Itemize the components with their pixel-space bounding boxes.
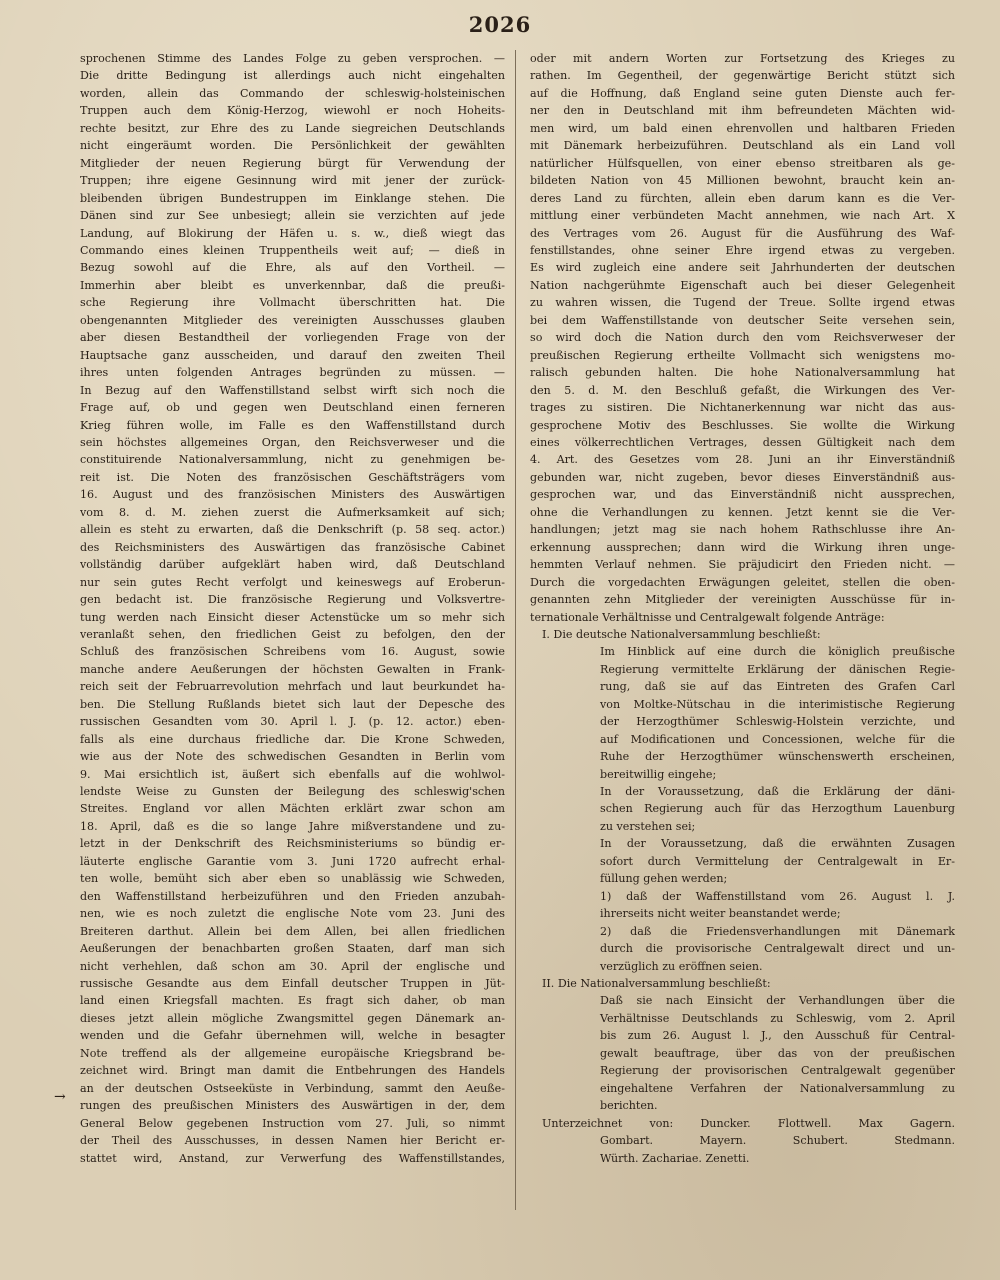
text-line: obengenannten Mitglieder des vereinigten Ausschusses glauben	[80, 313, 505, 327]
text-line: oder mit andern Worten zur Fortsetzung des Krieges zu	[530, 52, 955, 65]
motion-line: Im Hinblick auf eine durch die königlich preußische	[600, 645, 955, 659]
text-line: natürlicher Hülfsquellen, von einer ebenso streitbaren als ge-	[530, 156, 955, 170]
text-line: Aeußerungen der benachbarten großen Staaten, darf man sich	[80, 942, 505, 956]
text-line: veranlaßt sehen, den friedlichen Geist zu befolgen, den der	[80, 627, 505, 641]
page-number: 2026	[468, 12, 532, 37]
text-line: fenstillstandes, ohne seiner Ehre irgend etwas zu vergeben.	[530, 243, 955, 257]
text-line: ihres unten folgenden Antrages begründen zu müssen. —	[80, 366, 505, 380]
text-line: Hauptsache ganz ausscheiden, und darauf den zweiten Theil	[80, 348, 505, 362]
text-line: tung werden nach Einsicht dieser Actenstücke um so mehr sich	[80, 610, 505, 624]
text-line: rechte besitzt, zur Ehre des zu Lande siegreichen Deutschlands	[80, 121, 505, 135]
motion-line: 2) daß die Friedensverhandlungen mit Dänemark	[600, 924, 955, 938]
motion-line: zu verstehen sei;	[600, 819, 696, 833]
text-line: Schluß des französischen Schreibens vom 16. August, sowie	[80, 645, 505, 659]
signature-line: Würth. Zachariae. Zenetti.	[600, 1151, 750, 1165]
motion-line: gewalt beauftrage, über das von der preußischen	[600, 1046, 955, 1060]
text-line: russische Gesandte aus dem Einfall deutscher Truppen in Jüt-	[80, 977, 505, 991]
text-line: Bezug sowohl auf die Ehre, als auf den Vortheil. —	[80, 261, 505, 275]
text-line: wenden und die Gefahr übernehmen will, welche in besagter	[80, 1029, 505, 1043]
text-line: 9. Mai ersichtlich ist, äußert sich ebenfalls auf die wohlwol-	[80, 767, 505, 781]
text-line: falls als eine durchaus friedliche dar. Die Krone Schweden,	[80, 732, 505, 746]
text-line: 18. April, daß es die so lange Jahre mißverstandene und zu-	[80, 819, 505, 833]
motion-line: 1) daß der Waffenstillstand vom 26. August l. J.	[600, 889, 955, 903]
text-line: gen bedacht ist. Die französische Regierung und Volksvertre-	[80, 593, 505, 607]
motion-line: füllung gehen werden;	[600, 872, 728, 886]
motion-line: Regierung vermittelte Erklärung der dänischen Regie-	[600, 662, 955, 676]
text-line: 16. August und des französischen Ministers des Auswärtigen	[80, 488, 505, 502]
motion-i-condition-2	[530, 835, 955, 887]
text-line: eines völkerrechtlichen Vertrages, dessen Gültigkeit nach dem	[530, 435, 955, 449]
text-line: lendste Weise zu Gunsten der Beilegung des schleswig'schen	[80, 785, 505, 799]
signatures	[530, 1115, 955, 1167]
text-line: des Vertrages vom 26. August für die Ausführung des Waf-	[530, 226, 955, 240]
motion-line: der Herzogthümer Schleswig-Holstein verzichte, und	[600, 715, 955, 729]
motion-line: Daß sie nach Einsicht der Verhandlungen über die	[600, 994, 955, 1008]
text-line: genannten zehn Mitglieder der vereinigten Ausschüsse für in-	[530, 593, 955, 607]
motion-line: durch die provisorische Centralgewalt direct und un-	[600, 942, 955, 956]
text-line: bleibenden übrigen Bundestruppen im Einklange stehen. Die	[80, 191, 505, 205]
motion-line: bis zum 26. August l. J., den Ausschuß für Central-	[600, 1029, 955, 1043]
signature-line: Unterzeichnet von: Duncker. Flottwell. Max Gagern.	[542, 1116, 955, 1130]
motion-i-point-1	[530, 888, 955, 923]
text-line: nicht eingeräumt worden. Die Persönlichkeit der gewählten	[80, 139, 505, 153]
motion-line: sofort durch Vermittelung der Centralgewalt in Er-	[600, 854, 955, 868]
text-line: vollständig darüber aufgeklärt haben wird, daß Deutschland	[80, 558, 505, 572]
motion-i-point-2	[530, 923, 955, 975]
motion-line: berichten.	[600, 1099, 658, 1113]
text-line: ten wolle, bemüht sich aber eben so unablässig wie Schweden,	[80, 872, 505, 886]
text-line: sche Regierung ihre Vollmacht überschritten hat. Die	[80, 296, 505, 310]
text-line: men wird, um bald einen ehrenvollen und haltbaren Frieden	[530, 121, 955, 135]
motion-i	[530, 626, 955, 975]
motion-line: In der Voraussetzung, daß die Erklärung der däni-	[600, 785, 955, 799]
text-line: ohne die Verhandlungen zu kennen. Jetzt kennt sie die Ver-	[530, 505, 955, 519]
text-line: rungen des preußischen Ministers des Auswärtigen in der, dem	[80, 1099, 505, 1113]
motion-line: rung, daß sie auf das Eintreten des Grafen Carl	[600, 680, 955, 694]
text-line: Durch die vorgedachten Erwägungen geleitet, stellen die oben-	[530, 575, 955, 589]
motion-ii-heading: II. Die Nationalversammlung beschließt:	[542, 977, 771, 991]
text-line: Truppen; ihre eigene Gesinnung wird mit jener der zurück-	[80, 174, 505, 188]
text-line: russischen Gesandten vom 30. April l. J. (p. 12. actor.) eben-	[80, 715, 505, 729]
text-line: letzt in der Denkschrift des Reichsministeriums so bündig er-	[80, 837, 505, 851]
motion-i-body	[530, 643, 955, 783]
motion-line: ihrerseits nicht weiter beanstandet werde;	[600, 907, 841, 921]
text-line: den 5. d. M. den Beschluß gefaßt, die Wirkungen des Ver-	[530, 383, 955, 397]
text-line: Streites. England vor allen Mächten erklärt zwar schon am	[80, 802, 505, 816]
text-line: mit Dänemark herbeizuführen. Deutschland als ein Land voll	[530, 139, 955, 153]
text-line: aber diesen Bestandtheil der vorliegenden Frage von der	[80, 331, 505, 345]
text-line: bildeten Nation von 45 Millionen bewohnt, braucht kein an-	[530, 174, 955, 188]
motion-line: von Moltke-Nütschau in die interimistische Regierung	[600, 697, 955, 711]
text-line: deres Land zu fürchten, allein eben darum kann es die Ver-	[530, 191, 955, 205]
text-line: stattet wird, Anstand, zur Verwerfung des Waffenstillstandes,	[80, 1151, 505, 1165]
motion-line: auf Modificationen und Concessionen, welche für die	[600, 732, 955, 746]
text-line: auf die Hoffnung, daß England seine guten Dienste auch fer-	[530, 86, 955, 100]
text-line: zu wahren wissen, die Tugend der Treue. Sollte irgend etwas	[530, 296, 955, 310]
text-line: läuterte englische Garantie vom 3. Juni 1720 aufrecht erhal-	[80, 854, 505, 868]
text-line: der Theil des Ausschusses, in dessen Namen hier Bericht er-	[80, 1134, 505, 1148]
text-line: General Below gegebenen Instruction vom 27. Juli, so nimmt	[80, 1116, 505, 1130]
text-line: nur sein gutes Recht verfolgt und keineswegs auf Eroberun-	[80, 575, 505, 589]
text-line: nicht verhehlen, daß schon am 30. April der englische und	[80, 959, 505, 973]
motion-line: schen Regierung auch für das Herzogthum Lauenburg	[600, 802, 955, 816]
margin-mark: →	[54, 1089, 66, 1105]
text-line: Commando eines kleinen Truppentheils weit auf; — dieß in	[80, 243, 505, 257]
motion-i-condition-1	[530, 783, 955, 835]
text-line: ner den in Deutschland mit ihm befreundeten Mächten wid-	[530, 104, 955, 118]
left-column	[80, 50, 505, 1230]
text-line: wie aus der Note des schwedischen Gesandten in Berlin vom	[80, 750, 505, 764]
text-line: trages zu sistiren. Die Nichtanerkennung war nicht das aus-	[530, 401, 955, 415]
text-line: dieses jetzt allein mögliche Zwangsmittel gegen Dänemark an-	[80, 1011, 505, 1025]
text-line: Es wird zugleich eine andere seit Jahrhunderten der deutschen	[530, 261, 955, 275]
text-line: reit ist. Die Noten des französischen Geschäftsträgers vom	[80, 470, 505, 484]
text-line: so wird doch die Nation durch den vom Reichsverweser der	[530, 331, 955, 345]
text-line: bei dem Waffenstillstande von deutscher Seite versehen sein,	[530, 313, 955, 327]
text-line: manche andere Aeußerungen der höchsten Gewalten in Frank-	[80, 662, 505, 676]
text-line: gebunden war, nicht zugeben, bevor dieses Einverständniß aus-	[530, 470, 955, 484]
text-line: Nation nachgerühmte Eigenschaft auch bei dieser Gelegenheit	[530, 278, 955, 292]
text-line: rathen. Im Gegentheil, der gegenwärtige Bericht stützt sich	[530, 69, 955, 83]
text-line: constituirende Nationalversammlung, nicht zu genehmigen be-	[80, 453, 505, 467]
text-line: sein höchstes allgemeines Organ, den Reichsverweser und die	[80, 435, 505, 449]
text-line: Immerhin aber bleibt es unverkennbar, daß die preußi-	[80, 278, 505, 292]
text-line: Mitglieder der neuen Regierung bürgt für Verwendung der	[80, 156, 505, 170]
text-line: Landung, auf Blokirung der Häfen u. s. w., dieß wiegt das	[80, 226, 505, 240]
text-line: des Reichsministers des Auswärtigen das französische Cabinet	[80, 540, 505, 554]
text-line: Note treffend als der allgemeine europäische Kriegsbrand be-	[80, 1046, 505, 1060]
text-line: Krieg führen wolle, im Falle es den Waffenstillstand durch	[80, 418, 505, 432]
column-divider	[515, 50, 516, 1210]
text-line: allein es steht zu erwarten, daß die Denkschrift (p. 58 seq. actor.)	[80, 523, 505, 537]
motion-ii	[530, 975, 955, 1115]
text-line: den Waffenstillstand herbeizuführen und den Frieden anzubah-	[80, 889, 505, 903]
text-line: land einen Kriegsfall machten. Es fragt sich daher, ob man	[80, 994, 505, 1008]
motion-ii-body	[530, 992, 955, 1114]
motion-line: verzüglich zu eröffnen seien.	[600, 959, 763, 973]
motion-line: Regierung der provisorischen Centralgewalt gegenüber	[600, 1064, 955, 1078]
text-line: worden, allein das Commando der schleswig-holsteinischen	[80, 86, 505, 100]
motion-line: In der Voraussetzung, daß die erwähnten Zusagen	[600, 837, 955, 851]
text-line: gesprochen war, und das Einverständniß nicht aussprechen,	[530, 488, 955, 502]
motion-line: bereitwillig eingehe;	[600, 767, 717, 781]
text-line: ben. Die Stellung Rußlands bietet sich laut der Depesche des	[80, 697, 505, 711]
motion-line: eingehaltene Verfahren der Nationalversammlung zu	[600, 1081, 955, 1095]
text-line: Breiteren darthut. Allein bei dem Allen, bei allen friedlichen	[80, 924, 505, 938]
signature-line: Gombart. Mayern. Schubert. Stedmann.	[600, 1134, 955, 1148]
motion-i-heading: I. Die deutsche Nationalversammlung beschließt:	[542, 627, 821, 641]
text-line: ternationale Verhältnisse und Centralgewalt folgende Anträge:	[530, 610, 885, 624]
text-line: 4. Art. des Gesetzes vom 28. Juni an ihr Einverständniß	[530, 453, 955, 467]
text-line: reich seit der Februarrevolution mehrfach und laut beurkundet ha-	[80, 680, 505, 694]
text-line: zeichnet wird. Bringt man damit die Entbehrungen des Handels	[80, 1064, 505, 1078]
text-line: an der deutschen Ostseeküste in Verbindung, sammt den Aeuße-	[80, 1081, 505, 1095]
text-line: nen, wie es noch zuletzt die englische Note vom 23. Juni des	[80, 907, 505, 921]
text-line: preußischen Regierung ertheilte Vollmacht sich wenigstens mo-	[530, 348, 955, 362]
right-column	[530, 50, 955, 1230]
text-line: hemmten Verlauf nehmen. Sie präjudicirt den Frieden nicht. —	[530, 558, 955, 572]
text-line: mittlung einer verbündeten Macht annehmen, wie nach Art. X	[530, 209, 955, 223]
text-line: handlungen; jetzt mag sie nach hohem Rathschlusse ihre An-	[530, 523, 955, 537]
text-line: Dänen sind zur See unbesiegt; allein sie verzichten auf jede	[80, 209, 505, 223]
right-column-text	[530, 50, 955, 626]
text-line: Die dritte Bedingung ist allerdings auch nicht eingehalten	[80, 69, 505, 83]
text-line: Frage auf, ob und gegen wen Deutschland einen ferneren	[80, 401, 505, 415]
text-line: gesprochene Motiv des Beschlusses. Sie wollte die Wirkung	[530, 418, 955, 432]
text-line: ralisch gebunden halten. Die hohe Nationalversammlung hat	[530, 366, 955, 380]
motion-line: Verhältnisse Deutschlands zu Schleswig, vom 2. April	[600, 1011, 955, 1025]
text-line: vom 8. d. M. ziehen zuerst die Aufmerksamkeit auf sich;	[80, 505, 505, 519]
text-line: Truppen auch dem König-Herzog, wiewohl er noch Hoheits-	[80, 104, 505, 118]
text-line: erkennung aussprechen; dann wird die Wirkung ihren unge-	[530, 540, 955, 554]
motion-line: Ruhe der Herzogthümer wünschenswerth erscheinen,	[600, 750, 955, 764]
text-line: sprochenen Stimme des Landes Folge zu geben versprochen. —	[80, 52, 505, 65]
text-line: In Bezug auf den Waffenstillstand selbst wirft sich noch die	[80, 383, 505, 397]
